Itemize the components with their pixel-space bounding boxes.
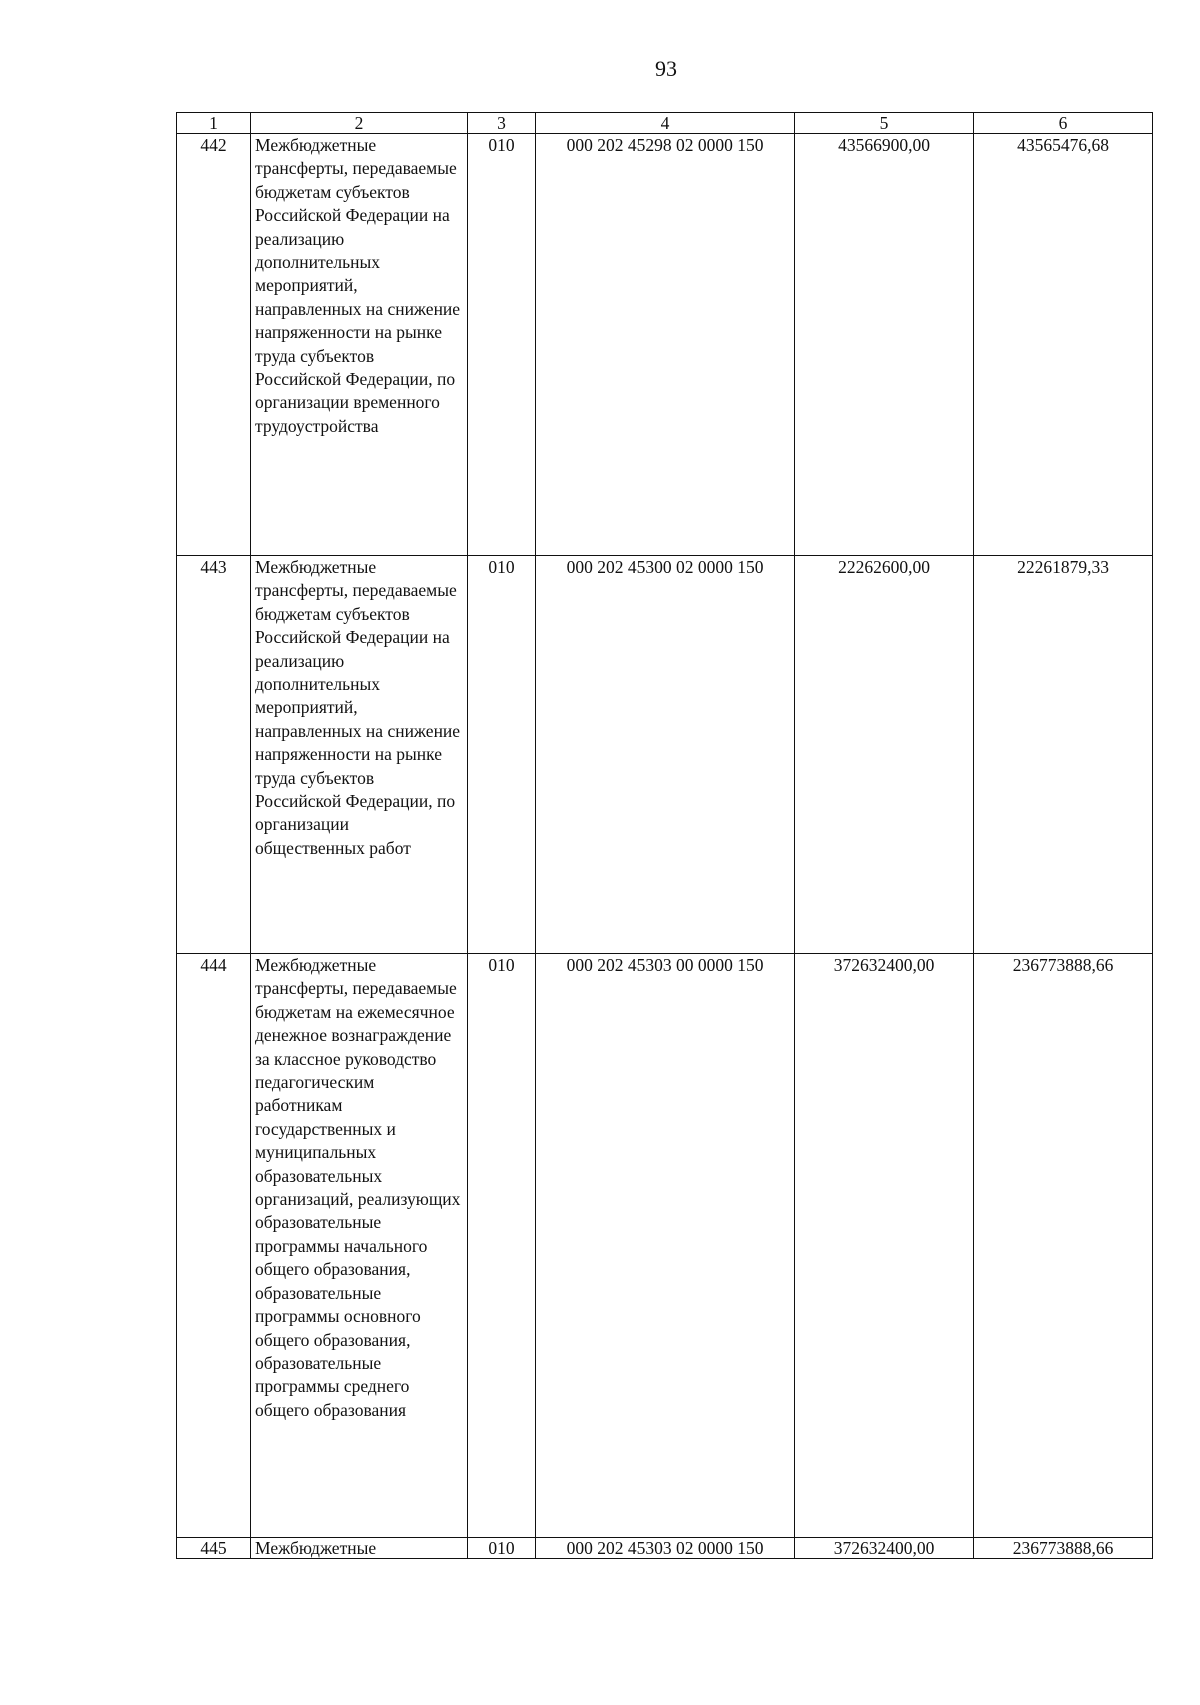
row-description: Межбюджетные трансферты, передаваемые бюджетам субъектов Российской Федерации на реализацию дополнительных мероприятий, направленных на снижение напряженности на рынке труда субъектов Российской Федерации, по организации временного трудоустройства xyxy=(251,134,468,556)
row-planned-amount: 372632400,00 xyxy=(795,1538,974,1559)
row-planned-amount: 43566900,00 xyxy=(795,134,974,556)
row-kbk: 000 202 45300 02 0000 150 xyxy=(536,556,795,954)
row-number: 443 xyxy=(177,556,251,954)
row-number: 444 xyxy=(177,954,251,1538)
row-code: 010 xyxy=(468,954,536,1538)
table-row xyxy=(177,134,1153,556)
header-col-2: 2 xyxy=(251,113,468,134)
table-header-row xyxy=(177,113,1153,134)
row-description: Межбюджетные трансферты, передаваемые бюджетам субъектов Российской Федерации на реализацию дополнительных мероприятий, направленных на снижение напряженности на рынке труда субъектов Российской Федерации, по организации общественных работ xyxy=(251,556,468,954)
budget-table xyxy=(176,112,1153,1559)
row-number: 445 xyxy=(177,1538,251,1559)
row-number: 442 xyxy=(177,134,251,556)
row-code: 010 xyxy=(468,1538,536,1559)
row-executed-amount: 236773888,66 xyxy=(974,1538,1153,1559)
table-row xyxy=(177,556,1153,954)
header-col-3: 3 xyxy=(468,113,536,134)
header-col-5: 5 xyxy=(795,113,974,134)
row-planned-amount: 372632400,00 xyxy=(795,954,974,1538)
header-col-6: 6 xyxy=(974,113,1153,134)
page-number: 93 xyxy=(655,56,677,81)
row-code: 010 xyxy=(468,134,536,556)
row-description: Межбюджетные xyxy=(251,1538,468,1559)
row-kbk: 000 202 45303 02 0000 150 xyxy=(536,1538,795,1559)
table-row xyxy=(177,954,1153,1538)
header-col-4: 4 xyxy=(536,113,795,134)
table-row xyxy=(177,1538,1153,1559)
header-col-1: 1 xyxy=(177,113,251,134)
row-executed-amount: 43565476,68 xyxy=(974,134,1153,556)
row-kbk: 000 202 45303 00 0000 150 xyxy=(536,954,795,1538)
row-planned-amount: 22262600,00 xyxy=(795,556,974,954)
row-executed-amount: 236773888,66 xyxy=(974,954,1153,1538)
row-kbk: 000 202 45298 02 0000 150 xyxy=(536,134,795,556)
row-executed-amount: 22261879,33 xyxy=(974,556,1153,954)
row-code: 010 xyxy=(468,556,536,954)
row-description: Межбюджетные трансферты, передаваемые бюджетам на ежемесячное денежное вознаграждение за классное руководство педагогическим работникам государственных и муниципальных образовательных организаций, реализующих образовательные программы начального общего образования, образовательные программы основного общего образования, образовательные программы среднего общего образования xyxy=(251,954,468,1538)
